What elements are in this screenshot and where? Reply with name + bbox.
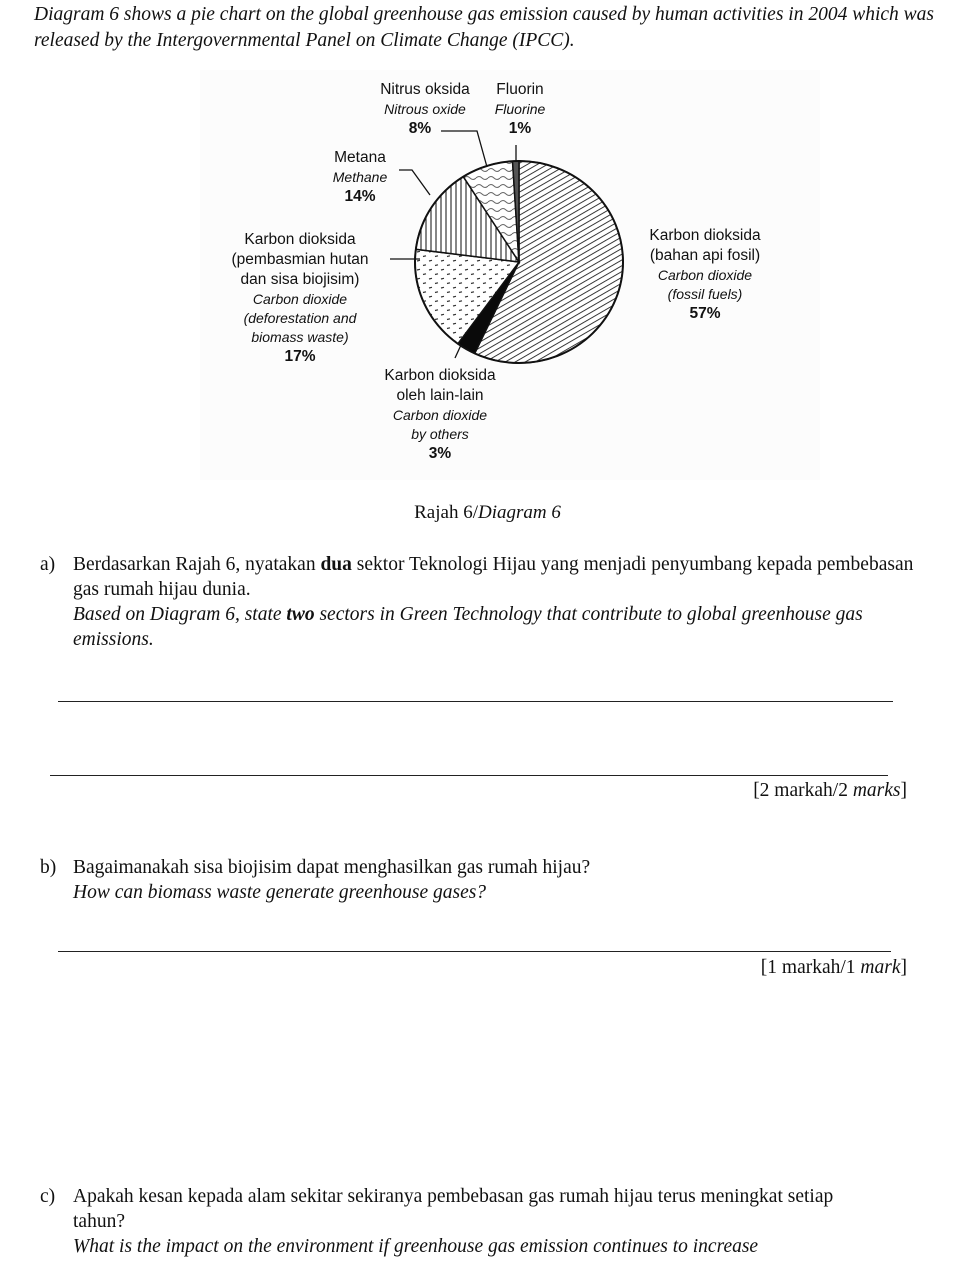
marks-a [753,780,907,802]
question-a-letter: a) [40,554,56,575]
qa-ms-before: Berdasarkan Rajah 6, nyatakan [73,554,321,575]
caption-ms: Rajah 6/ [414,502,478,523]
label-fluorine-en: Fluorine [494,101,546,117]
marks-a-ms: [2 markah/2 [753,780,853,801]
marks-b-ms: [1 markah/1 [760,957,861,978]
label-fossil-en2: (fossil fuels) [667,286,743,302]
question-c-en: What is the impact on the environment if greenhouse gas emission continues to increase [73,1236,759,1257]
label-deforestation-en3: biomass waste) [251,329,349,345]
question-b-letter: b) [40,857,57,878]
answer-line-a2[interactable] [50,775,888,776]
label-methane-pct: 14% [344,188,376,205]
label-deforestation [215,230,385,367]
label-deforestation-ms1: Karbon dioksida [244,231,356,248]
answer-line-a1[interactable] [58,701,893,702]
marks-a-close: ] [900,780,907,801]
label-fluorine [480,80,560,139]
question-c [40,1184,940,1259]
label-others-en2: by others [411,426,469,442]
question-a-ms [73,552,940,602]
label-fossil-ms1: Karbon dioksida [649,227,761,244]
question-b [40,855,940,905]
label-deforestation-en1: Carbon dioxide [252,291,348,307]
qa-en-before: Based on Diagram 6, state [73,604,287,625]
label-fossil-ms2: (bahan api fosil) [649,247,761,264]
intro-text: Diagram 6 shows a pie chart on the global greenhouse gas emission caused by human activities in 2004 which was released by the Intergovernmental Panel on Climate Change (IPCC). [34,4,934,51]
marks-a-en: marks [852,780,901,801]
label-fluorine-ms: Fluorin [496,81,544,98]
label-fossil [625,226,785,324]
label-fossil-en1: Carbon dioxide [657,267,753,283]
label-methane-ms: Metana [334,149,386,166]
label-others [365,366,515,464]
label-methane [315,148,405,207]
question-c-ms: Apakah kesan kepada alam sekitar sekiranya pembebasan gas rumah hijau terus meningkat setiap tahun? [73,1186,834,1232]
label-others-ms2: oleh lain-lain [396,387,484,404]
label-fossil-pct: 57% [689,305,721,322]
label-others-en1: Carbon dioxide [392,407,488,423]
question-b-ms: Bagaimanakah sisa biojisim dapat menghasilkan gas rumah hijau? [73,857,591,878]
label-fluorine-pct: 1% [508,120,532,137]
label-others-pct: 3% [428,445,452,462]
label-deforestation-en2: (deforestation and [243,310,357,326]
marks-b-close: ] [900,957,907,978]
caption-en: Diagram 6 [477,502,561,523]
pie-chart-figure [200,70,820,480]
question-c-letter: c) [40,1186,56,1207]
pie-slices [415,161,623,363]
answer-line-b1[interactable] [58,951,891,952]
label-deforestation-pct: 17% [284,348,316,365]
question-a [40,552,940,652]
label-deforestation-ms3: dan sisa biojisim) [240,271,360,288]
leader-others [455,345,461,358]
question-a-en [73,602,940,652]
qa-en-bold: two [286,604,315,625]
marks-b-en: mark [860,957,901,978]
qa-ms-after: sektor Teknologi Hijau yang menjadi penyumbang kepada pembebasan gas rumah hijau dunia. [73,554,914,600]
label-nitrous-pct: 8% [408,120,432,137]
question-b-en: How can biomass waste generate greenhouse gases? [73,882,487,903]
qa-ms-bold: dua [320,554,352,575]
label-methane-en: Methane [332,169,388,185]
label-nitrous [350,80,500,139]
diagram-caption [0,502,975,524]
qa-en-after: sectors in Green Technology that contribute to global greenhouse gas emissions. [73,604,863,650]
label-deforestation-ms2: (pembasmian hutan [231,251,369,268]
label-nitrous-ms: Nitrus oksida [380,81,470,98]
label-nitrous-en: Nitrous oxide [384,101,466,117]
label-others-ms1: Karbon dioksida [384,367,496,384]
marks-b [761,957,907,979]
